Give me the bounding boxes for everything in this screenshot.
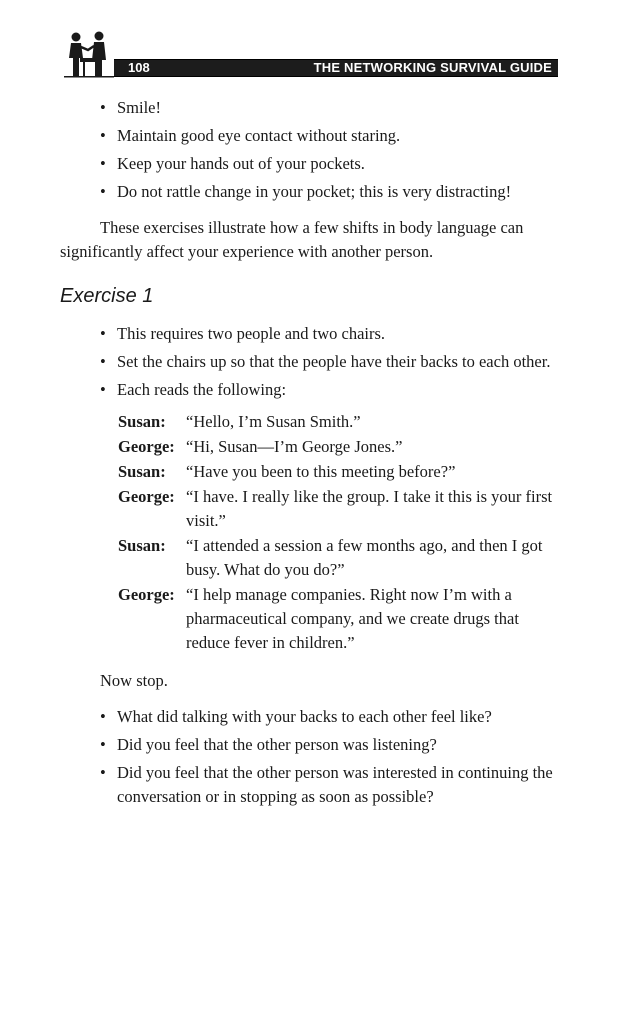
page-header <box>62 30 558 80</box>
speaker: Susan: <box>118 462 166 481</box>
dialogue <box>118 410 560 655</box>
list-item: • Maintain good eye contact without staring. <box>100 124 560 148</box>
dialogue-line: “I have. I really like the group. I take it this is your first visit.” <box>186 487 553 530</box>
header-bar <box>114 59 558 76</box>
list-item: • This requires two people and two chairs. <box>100 322 560 346</box>
list-item: • Do not rattle change in your pocket; this is very distracting! <box>100 180 560 204</box>
exercise-steps <box>60 322 560 402</box>
speaker: Susan: <box>118 536 166 555</box>
dialogue-line: “I attended a session a few months ago, and then I got busy. What do you do?” <box>186 536 543 579</box>
dialogue-row <box>118 410 560 434</box>
dialogue-line: “I help manage companies. Right now I’m with a pharmaceutical company, and we create drugs that reduce fever in children.” <box>186 585 519 652</box>
speaker: George: <box>118 585 175 604</box>
list-item: • Did you feel that the other person was listening? <box>100 733 560 757</box>
list-item: • Each reads the following: <box>100 378 560 402</box>
intro-paragraph: These exercises illustrate how a few shifts in body language can significantly affect your experience with another person. <box>60 218 524 261</box>
dialogue-row <box>118 460 560 484</box>
exercise-heading: Exercise 1 <box>60 285 154 307</box>
list-item: • Smile! <box>100 96 560 120</box>
speaker: George: <box>118 437 175 456</box>
handshake-people-icon <box>62 30 114 78</box>
dialogue-line: “Hello, I’m Susan Smith.” <box>186 412 361 431</box>
questions-list <box>60 705 560 809</box>
page-body <box>60 96 560 813</box>
dialogue-row <box>118 534 560 582</box>
dialogue-row <box>118 435 560 459</box>
list-item: • Keep your hands out of your pockets. <box>100 152 560 176</box>
dialogue-line: “Have you been to this meeting before?” <box>186 462 456 481</box>
list-item: • Set the chairs up so that the people have their backs to each other. <box>100 350 560 374</box>
dialogue-row <box>118 583 560 655</box>
list-item: • Did you feel that the other person was interested in continuing the conversation or in stopping as soon as possible? <box>100 761 560 809</box>
speaker: Susan: <box>118 412 166 431</box>
tips-list <box>60 96 560 204</box>
page-number: 108 <box>128 60 150 75</box>
book-title: THE NETWORKING SURVIVAL GUIDE <box>313 60 552 75</box>
speaker: George: <box>118 487 175 506</box>
dialogue-line: “Hi, Susan—I’m George Jones.” <box>186 437 403 456</box>
now-stop-text: Now stop. <box>100 671 168 690</box>
header-rule <box>114 76 558 77</box>
dialogue-row <box>118 485 560 533</box>
list-item: • What did talking with your backs to each other feel like? <box>100 705 560 729</box>
